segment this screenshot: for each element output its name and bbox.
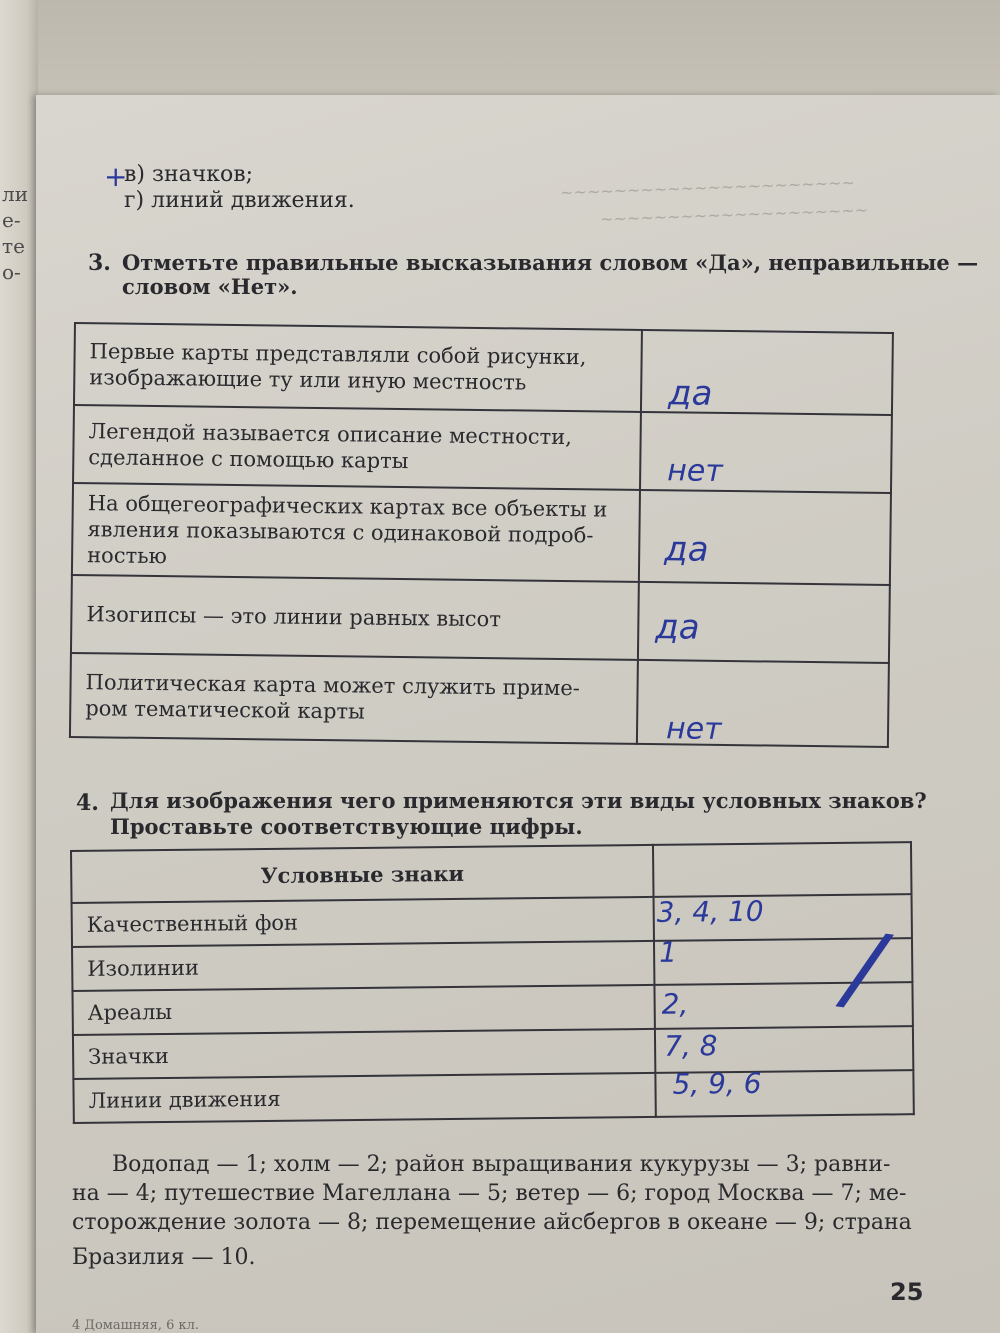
statement-line: ром тематической карты xyxy=(85,696,365,724)
task3-number: 3. xyxy=(88,250,111,276)
handwritten-answer: 5, 9, 6 xyxy=(672,1066,762,1101)
symbol-type-label: Качественный фон xyxy=(72,897,654,947)
left-page-fragment: те xyxy=(2,234,25,258)
task4-table xyxy=(70,841,915,1124)
answer-cell[interactable] xyxy=(655,1026,913,1073)
left-page-fragment: е- xyxy=(2,208,21,232)
plus-mark: + xyxy=(104,160,128,193)
handwritten-answer: нет xyxy=(665,711,722,747)
task4-question-line1: Для изображения чего применяются эти виды условных знаков? xyxy=(110,788,927,813)
statement-cell xyxy=(72,483,640,582)
statement-line: Первые карты представляли собой рисунки, xyxy=(89,339,587,370)
task4-number: 4. xyxy=(76,790,99,816)
handwritten-answer: нет xyxy=(667,453,723,489)
handwritten-answer: 7, 8 xyxy=(663,1029,718,1063)
task3-question-line2: словом «Нет». xyxy=(122,274,298,299)
teacher-check-mark: / xyxy=(840,910,888,1026)
left-page-edge xyxy=(0,0,38,1333)
symbol-type-label: Линии движения xyxy=(73,1073,655,1123)
task4-question-line2: Проставьте соответствующие цифры. xyxy=(110,814,583,839)
statement-cell xyxy=(74,323,642,412)
footer-imprint: 4 Домашняя, 6 кл. xyxy=(72,1318,199,1333)
option-g: г) линий движения. xyxy=(124,188,355,213)
statement-line: Изогипсы — это линии равных высот xyxy=(86,602,502,632)
table-row xyxy=(72,483,891,585)
page-number: 25 xyxy=(890,1278,924,1306)
statement-line: сделанное с помощью карты xyxy=(88,445,409,474)
option-v: в) значков; xyxy=(124,162,254,187)
column-header: Условные знаки xyxy=(71,845,654,903)
statement-line: На общегеографических картах все объекты и xyxy=(87,491,608,522)
symbol-type-label: Изолинии xyxy=(72,941,654,991)
answer-cell[interactable] xyxy=(640,412,892,493)
table-header-row xyxy=(71,842,911,903)
answer-cell[interactable] xyxy=(639,490,891,585)
column-header-empty xyxy=(653,842,912,897)
handwritten-answer: 2, xyxy=(661,987,689,1021)
left-page-fragment: ли xyxy=(2,182,29,206)
handwritten-answer: да xyxy=(667,373,713,414)
handwritten-answer: да xyxy=(664,529,709,570)
key-line3: сторождение золота — 8; перемещение айсбергов в океане — 9; страна xyxy=(72,1210,912,1235)
statement-line: изображающие ту или иную местность xyxy=(89,365,527,395)
task3-table xyxy=(69,322,894,748)
left-page-fragment: о- xyxy=(2,260,21,284)
statement-cell xyxy=(70,653,638,744)
handwritten-answer: да xyxy=(655,607,700,648)
statement-line: Легендой называется описание местности, xyxy=(88,419,573,450)
table-row xyxy=(73,405,892,493)
table-row xyxy=(74,323,893,415)
statement-cell xyxy=(71,575,639,660)
symbol-type-label: Значки xyxy=(73,1029,655,1079)
table-row xyxy=(70,653,889,747)
statement-line: явления показываются с одинаковой подроб- xyxy=(87,517,594,548)
answer-cell[interactable] xyxy=(655,1066,913,1117)
statement-line: Политическая карта может служить приме- xyxy=(85,670,580,701)
key-line4: Бразилия — 10. xyxy=(72,1245,256,1270)
answer-cell[interactable] xyxy=(641,330,893,415)
statement-cell xyxy=(73,405,641,490)
table-row xyxy=(73,1070,913,1123)
symbol-type-label: Ареалы xyxy=(72,985,654,1035)
handwritten-answer: 3, 4, 10 xyxy=(656,894,764,929)
previous-page-shadow xyxy=(36,0,1000,98)
show-through-text: ~~~~~~~~~~~~~~~~~~~~~~ xyxy=(559,172,856,203)
answer-cell[interactable] xyxy=(638,582,890,663)
statement-line: ностью xyxy=(87,543,168,569)
answer-cell[interactable] xyxy=(637,660,889,747)
key-line1: Водопад — 1; холм — 2; район выращивания кукурузы — 3; равни- xyxy=(112,1152,891,1177)
key-line2: на — 4; путешествие Магеллана — 5; ветер — 6; город Москва — 7; ме- xyxy=(72,1181,907,1206)
handwritten-answer: 1 xyxy=(658,935,678,969)
show-through-text: ~~~~~~~~~~~~~~~~~~~~ xyxy=(599,200,869,229)
table-row xyxy=(71,575,890,663)
task3-question-line1: Отметьте правильные высказывания словом «Да», неправильные — xyxy=(122,250,979,275)
